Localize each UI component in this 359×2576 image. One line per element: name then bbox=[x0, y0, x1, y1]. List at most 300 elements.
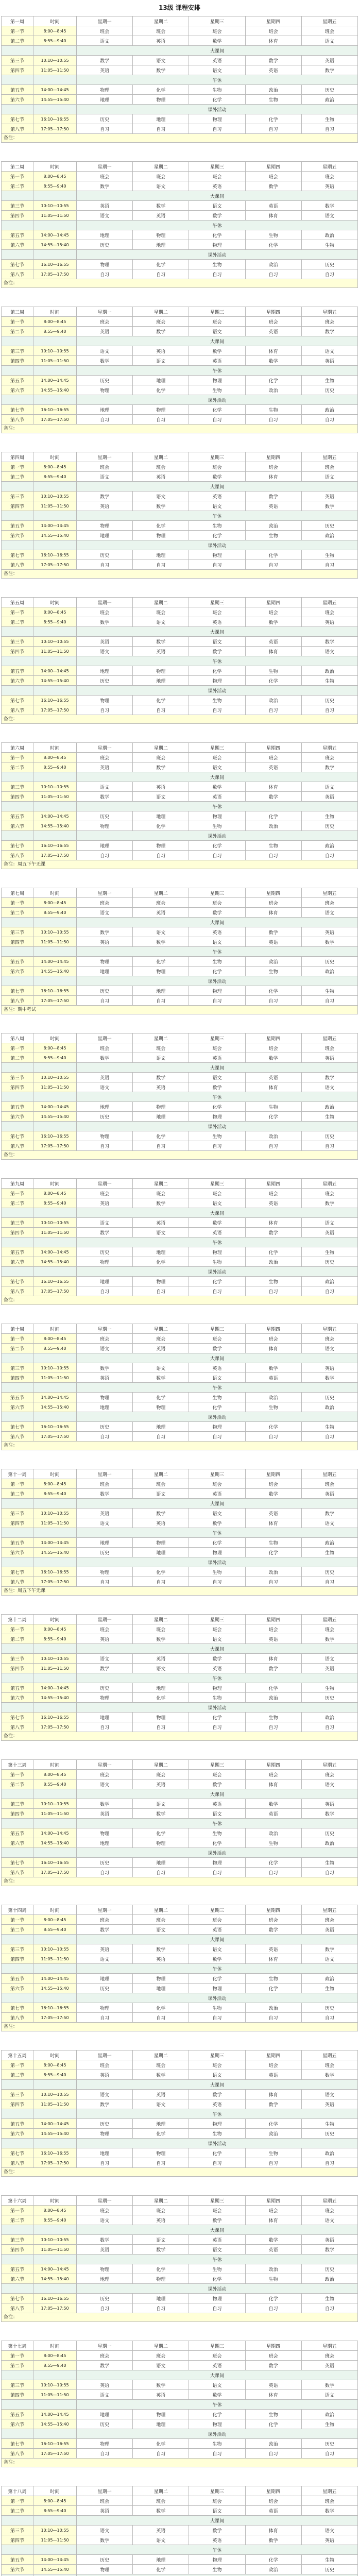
break-row bbox=[2, 1848, 358, 1858]
subject-cell: 英语 bbox=[301, 2099, 357, 2109]
subject-cell: 物理 bbox=[189, 114, 245, 124]
lesson-row bbox=[2, 26, 358, 36]
column-header: 时间 bbox=[33, 1033, 77, 1043]
subject-cell: 数学 bbox=[133, 1198, 189, 1208]
subject-cell: 地理 bbox=[77, 666, 133, 676]
subject-cell: 班会 bbox=[77, 1043, 133, 1053]
subject-cell: 自习 bbox=[133, 851, 189, 860]
period-label: 第五节 bbox=[2, 2264, 33, 2274]
subject-cell: 历史 bbox=[77, 986, 133, 996]
week-note: 备注： bbox=[1, 1442, 358, 1450]
lesson-row bbox=[2, 1838, 358, 1848]
column-header: 时间 bbox=[33, 743, 77, 753]
column-header: 星期五 bbox=[301, 888, 357, 898]
time-range: 17:05—17:50 bbox=[33, 1141, 77, 1151]
subject-cell: 班会 bbox=[133, 172, 189, 181]
subject-cell: 班会 bbox=[77, 1334, 133, 1344]
column-header: 星期一 bbox=[77, 1615, 133, 1624]
time-range: 14:00—14:45 bbox=[33, 666, 77, 676]
header-row bbox=[2, 888, 358, 898]
subject-cell: 生物 bbox=[245, 230, 301, 240]
subject-cell: 数学 bbox=[189, 2090, 245, 2099]
subject-cell: 班会 bbox=[133, 1189, 189, 1198]
subject-cell: 英语 bbox=[245, 2245, 301, 2255]
subject-cell: 数学 bbox=[133, 2506, 189, 2516]
subject-cell: 物理 bbox=[189, 1858, 245, 1868]
subject-cell: 自习 bbox=[77, 2013, 133, 2023]
subject-cell: 历史 bbox=[301, 2264, 357, 2274]
period-label: 第一节 bbox=[2, 1915, 33, 1925]
subject-cell: 化学 bbox=[133, 260, 189, 269]
time-range: 8:55—9:40 bbox=[33, 1344, 77, 1353]
subject-cell: 数学 bbox=[189, 647, 245, 656]
break-label: 大课间 bbox=[77, 482, 358, 492]
period-label: 第七节 bbox=[2, 260, 33, 269]
time-range: 10:10—10:55 bbox=[33, 346, 77, 356]
header-row bbox=[2, 1324, 358, 1334]
column-header: 星期三 bbox=[189, 1905, 245, 1915]
column-header: 星期三 bbox=[189, 1469, 245, 1479]
lesson-row bbox=[2, 676, 358, 686]
lesson-row bbox=[2, 1634, 358, 1644]
period-label: 第二节 bbox=[2, 1780, 33, 1789]
subject-cell: 班会 bbox=[245, 1915, 301, 1925]
subject-cell: 班会 bbox=[133, 1479, 189, 1489]
subject-cell: 数学 bbox=[189, 346, 245, 356]
column-header: 星期五 bbox=[301, 2486, 357, 2496]
subject-cell: 数学 bbox=[301, 937, 357, 947]
subject-cell: 数学 bbox=[133, 2245, 189, 2255]
subject-cell: 生物 bbox=[245, 1713, 301, 1722]
subject-cell: 自习 bbox=[301, 851, 357, 860]
break-spacer bbox=[33, 1208, 77, 1218]
subject-cell: 数学 bbox=[77, 1053, 133, 1063]
subject-cell: 班会 bbox=[77, 1479, 133, 1489]
period-label: 第七节 bbox=[2, 841, 33, 851]
period-label: 第六节 bbox=[2, 1112, 33, 1122]
subject-cell: 数学 bbox=[77, 2535, 133, 2545]
lesson-row bbox=[2, 986, 358, 996]
subject-cell: 英语 bbox=[301, 492, 357, 501]
column-header: 星期三 bbox=[189, 2486, 245, 2496]
break-spacer bbox=[33, 395, 77, 405]
break-spacer bbox=[2, 1673, 33, 1683]
week-note: 备注： bbox=[1, 2168, 358, 2177]
subject-cell: 英语 bbox=[245, 1373, 301, 1383]
column-header: 时间 bbox=[33, 888, 77, 898]
subject-cell: 数学 bbox=[133, 1509, 189, 1518]
subject-cell: 语文 bbox=[189, 201, 245, 211]
subject-cell: 英语 bbox=[301, 927, 357, 937]
column-header: 星期四 bbox=[245, 1760, 301, 1770]
lesson-row bbox=[2, 472, 358, 482]
break-spacer bbox=[33, 1993, 77, 2003]
lesson-row bbox=[2, 356, 358, 366]
subject-cell: 化学 bbox=[245, 2294, 301, 2303]
subject-cell: 班会 bbox=[77, 2060, 133, 2070]
subject-cell: 化学 bbox=[189, 531, 245, 540]
subject-cell: 历史 bbox=[77, 676, 133, 686]
subject-cell: 生物 bbox=[189, 2003, 245, 2013]
column-header: 时间 bbox=[33, 162, 77, 172]
period-label: 第五节 bbox=[2, 2119, 33, 2129]
week-block bbox=[1, 888, 358, 1014]
subject-cell: 生物 bbox=[245, 2410, 301, 2419]
lesson-row bbox=[2, 2535, 358, 2545]
break-label: 课外活动 bbox=[77, 1557, 358, 1567]
break-label: 大课间 bbox=[77, 1063, 358, 1073]
subject-cell: 地理 bbox=[77, 405, 133, 415]
lesson-row bbox=[2, 1334, 358, 1344]
time-range: 17:05—17:50 bbox=[33, 1286, 77, 1296]
lesson-row bbox=[2, 124, 358, 134]
subject-cell: 数学 bbox=[245, 1228, 301, 1238]
week-note: 备注： bbox=[1, 425, 358, 433]
subject-cell: 数学 bbox=[245, 56, 301, 65]
column-header: 星期二 bbox=[133, 16, 189, 26]
period-label: 第六节 bbox=[2, 1838, 33, 1848]
subject-cell: 生物 bbox=[245, 1277, 301, 1286]
subject-cell: 物理 bbox=[189, 1683, 245, 1693]
subject-cell: 自习 bbox=[133, 2303, 189, 2313]
subject-cell: 自习 bbox=[189, 415, 245, 425]
subject-cell: 数学 bbox=[77, 1925, 133, 1935]
subject-cell: 生物 bbox=[245, 967, 301, 976]
time-range: 14:55—15:40 bbox=[33, 95, 77, 105]
time-range: 8:55—9:40 bbox=[33, 908, 77, 918]
break-spacer bbox=[2, 1208, 33, 1218]
break-spacer bbox=[2, 250, 33, 260]
break-label: 午休 bbox=[77, 221, 358, 230]
break-spacer bbox=[33, 2284, 77, 2294]
break-spacer bbox=[33, 1412, 77, 1422]
subject-cell: 生物 bbox=[189, 260, 245, 269]
break-row bbox=[2, 1557, 358, 1567]
subject-cell: 政治 bbox=[245, 1828, 301, 1838]
time-range: 8:00—8:45 bbox=[33, 2060, 77, 2070]
period-label: 第三节 bbox=[2, 1509, 33, 1518]
week-number: 第三周 bbox=[2, 307, 33, 317]
header-row bbox=[2, 2486, 358, 2496]
break-row bbox=[2, 1412, 358, 1422]
lesson-row bbox=[2, 2303, 358, 2313]
time-range: 8:55—9:40 bbox=[33, 327, 77, 336]
column-header: 星期四 bbox=[245, 162, 301, 172]
time-range: 14:55—15:40 bbox=[33, 1402, 77, 1412]
subject-cell: 语文 bbox=[133, 2099, 189, 2109]
time-range: 14:00—14:45 bbox=[33, 1683, 77, 1693]
period-label: 第二节 bbox=[2, 1489, 33, 1499]
subject-cell: 班会 bbox=[189, 607, 245, 617]
subject-cell: 班会 bbox=[301, 1189, 357, 1198]
subject-cell: 生物 bbox=[301, 550, 357, 560]
subject-cell: 班会 bbox=[189, 1770, 245, 1780]
subject-cell: 历史 bbox=[77, 811, 133, 821]
period-label: 第一节 bbox=[2, 1334, 33, 1344]
column-header: 星期五 bbox=[301, 1033, 357, 1043]
subject-cell: 化学 bbox=[245, 1112, 301, 1122]
break-label: 午休 bbox=[77, 1528, 358, 1538]
subject-cell: 英语 bbox=[133, 2215, 189, 2225]
lesson-row bbox=[2, 1799, 358, 1809]
subject-cell: 化学 bbox=[133, 85, 189, 95]
column-header: 星期一 bbox=[77, 307, 133, 317]
subject-cell: 英语 bbox=[189, 617, 245, 627]
subject-cell: 英语 bbox=[133, 1344, 189, 1353]
break-label: 大课间 bbox=[77, 918, 358, 927]
lesson-row bbox=[2, 1218, 358, 1228]
subject-cell: 英语 bbox=[133, 1518, 189, 1528]
subject-cell: 自习 bbox=[189, 851, 245, 860]
lesson-row bbox=[2, 492, 358, 501]
period-label: 第八节 bbox=[2, 1432, 33, 1442]
break-spacer bbox=[2, 686, 33, 696]
subject-cell: 语文 bbox=[133, 2235, 189, 2245]
lesson-row bbox=[2, 2361, 358, 2370]
subject-cell: 自习 bbox=[301, 560, 357, 570]
time-range: 17:05—17:50 bbox=[33, 2158, 77, 2168]
subject-cell: 历史 bbox=[77, 1422, 133, 1432]
column-header: 时间 bbox=[33, 1760, 77, 1770]
week-note: 备注：周五下午无课 bbox=[1, 1587, 358, 1596]
break-row bbox=[2, 1353, 358, 1363]
subject-cell: 生物 bbox=[301, 1984, 357, 1993]
lesson-row bbox=[2, 2070, 358, 2080]
subject-cell: 物理 bbox=[133, 1974, 189, 1984]
period-label: 第一节 bbox=[2, 462, 33, 472]
break-spacer bbox=[33, 1267, 77, 1277]
break-spacer bbox=[33, 918, 77, 927]
column-header: 星期三 bbox=[189, 888, 245, 898]
subject-cell: 历史 bbox=[301, 521, 357, 531]
subject-cell: 英语 bbox=[77, 2506, 133, 2516]
time-range: 11:05—11:50 bbox=[33, 1082, 77, 1092]
column-header: 时间 bbox=[33, 307, 77, 317]
subject-cell: 英语 bbox=[77, 1509, 133, 1518]
period-label: 第二节 bbox=[2, 617, 33, 627]
time-range: 8:00—8:45 bbox=[33, 2206, 77, 2215]
subject-cell: 自习 bbox=[77, 851, 133, 860]
subject-cell: 班会 bbox=[133, 462, 189, 472]
subject-cell: 政治 bbox=[245, 1393, 301, 1402]
break-spacer bbox=[33, 2370, 77, 2380]
subject-cell: 英语 bbox=[133, 1082, 189, 1092]
lesson-row bbox=[2, 1944, 358, 1954]
subject-cell: 班会 bbox=[245, 26, 301, 36]
subject-cell: 英语 bbox=[301, 1053, 357, 1063]
subject-cell: 数学 bbox=[133, 201, 189, 211]
subject-cell: 历史 bbox=[301, 385, 357, 395]
subject-cell: 历史 bbox=[77, 1858, 133, 1868]
subject-cell: 数学 bbox=[245, 2361, 301, 2370]
column-header: 星期一 bbox=[77, 743, 133, 753]
lesson-row bbox=[2, 327, 358, 336]
subject-cell: 语文 bbox=[301, 1218, 357, 1228]
subject-cell: 自习 bbox=[245, 1432, 301, 1442]
subject-cell: 数学 bbox=[189, 472, 245, 482]
subject-cell: 政治 bbox=[301, 230, 357, 240]
subject-cell: 地理 bbox=[133, 1112, 189, 1122]
subject-cell: 物理 bbox=[77, 2565, 133, 2574]
week-table bbox=[1, 888, 358, 1006]
period-label: 第六节 bbox=[2, 2565, 33, 2574]
subject-cell: 自习 bbox=[133, 2449, 189, 2459]
subject-cell: 语文 bbox=[77, 1218, 133, 1228]
break-spacer bbox=[33, 976, 77, 986]
lesson-row bbox=[2, 1053, 358, 1063]
break-spacer bbox=[33, 1528, 77, 1538]
week-table bbox=[1, 1324, 358, 1442]
period-label: 第六节 bbox=[2, 821, 33, 831]
lesson-row bbox=[2, 181, 358, 191]
subject-cell: 班会 bbox=[189, 1043, 245, 1053]
column-header: 星期一 bbox=[77, 1324, 133, 1334]
subject-cell: 数学 bbox=[133, 762, 189, 772]
column-header: 星期一 bbox=[77, 162, 133, 172]
week-note: 备注： bbox=[1, 570, 358, 579]
period-label: 第一节 bbox=[2, 1043, 33, 1053]
subject-cell: 自习 bbox=[301, 2158, 357, 2168]
subject-cell: 政治 bbox=[301, 841, 357, 851]
subject-cell: 生物 bbox=[189, 696, 245, 705]
break-row bbox=[2, 511, 358, 521]
subject-cell: 体育 bbox=[245, 1954, 301, 1964]
subject-cell: 语文 bbox=[189, 501, 245, 511]
subject-cell: 生物 bbox=[301, 240, 357, 250]
subject-cell: 历史 bbox=[301, 1257, 357, 1267]
break-spacer bbox=[2, 1412, 33, 1422]
subject-cell: 数学 bbox=[301, 1809, 357, 1819]
subject-cell: 生物 bbox=[189, 2439, 245, 2449]
break-spacer bbox=[2, 2284, 33, 2294]
lesson-row bbox=[2, 1247, 358, 1257]
time-range: 8:55—9:40 bbox=[33, 36, 77, 46]
subject-cell: 英语 bbox=[245, 2506, 301, 2516]
subject-cell: 班会 bbox=[301, 172, 357, 181]
subject-cell: 体育 bbox=[245, 908, 301, 918]
period-label: 第三节 bbox=[2, 927, 33, 937]
subject-cell: 班会 bbox=[245, 2351, 301, 2361]
break-label: 午休 bbox=[77, 1238, 358, 1247]
time-range: 8:00—8:45 bbox=[33, 2496, 77, 2506]
subject-cell: 自习 bbox=[77, 2303, 133, 2313]
subject-cell: 自习 bbox=[245, 705, 301, 715]
subject-cell: 英语 bbox=[77, 501, 133, 511]
break-spacer bbox=[33, 1789, 77, 1799]
subject-cell: 数学 bbox=[245, 1799, 301, 1809]
column-header: 时间 bbox=[33, 452, 77, 462]
break-spacer bbox=[2, 1964, 33, 1974]
subject-cell: 体育 bbox=[245, 36, 301, 46]
subject-cell: 自习 bbox=[133, 1868, 189, 1877]
subject-cell: 自习 bbox=[77, 269, 133, 279]
subject-cell: 英语 bbox=[189, 1799, 245, 1809]
period-label: 第二节 bbox=[2, 1198, 33, 1208]
lesson-row bbox=[2, 2449, 358, 2459]
subject-cell: 语文 bbox=[189, 937, 245, 947]
subject-cell: 班会 bbox=[245, 317, 301, 327]
header-row bbox=[2, 2050, 358, 2060]
period-label: 第五节 bbox=[2, 1393, 33, 1402]
break-label: 课外活动 bbox=[77, 250, 358, 260]
subject-cell: 物理 bbox=[133, 405, 189, 415]
subject-cell: 政治 bbox=[301, 1402, 357, 1412]
subject-cell: 物理 bbox=[189, 2419, 245, 2429]
subject-cell: 班会 bbox=[245, 172, 301, 181]
subject-cell: 物理 bbox=[133, 230, 189, 240]
subject-cell: 生物 bbox=[189, 1393, 245, 1402]
column-header: 星期一 bbox=[77, 598, 133, 607]
break-row bbox=[2, 2429, 358, 2439]
break-row bbox=[2, 1092, 358, 1102]
lesson-row bbox=[2, 2390, 358, 2400]
column-header: 星期四 bbox=[245, 888, 301, 898]
week-note: 备注： bbox=[1, 2459, 358, 2467]
subject-cell: 地理 bbox=[133, 986, 189, 996]
subject-cell: 化学 bbox=[245, 1422, 301, 1432]
subject-cell: 自习 bbox=[77, 1577, 133, 1587]
subject-cell: 政治 bbox=[245, 2264, 301, 2274]
subject-cell: 自习 bbox=[77, 1868, 133, 1877]
column-header: 星期二 bbox=[133, 1905, 189, 1915]
break-label: 大课间 bbox=[77, 2370, 358, 2380]
subject-cell: 地理 bbox=[77, 95, 133, 105]
subject-cell: 班会 bbox=[189, 1334, 245, 1344]
break-spacer bbox=[2, 772, 33, 782]
subject-cell: 英语 bbox=[133, 1654, 189, 1664]
subject-cell: 语文 bbox=[133, 1363, 189, 1373]
period-label: 第三节 bbox=[2, 492, 33, 501]
break-row bbox=[2, 686, 358, 696]
lesson-row bbox=[2, 666, 358, 676]
break-spacer bbox=[33, 686, 77, 696]
time-range: 14:55—15:40 bbox=[33, 1548, 77, 1557]
week-table bbox=[1, 2486, 358, 2576]
break-label: 午休 bbox=[77, 2400, 358, 2410]
break-label: 课外活动 bbox=[77, 976, 358, 986]
time-range: 11:05—11:50 bbox=[33, 501, 77, 511]
subject-cell: 英语 bbox=[301, 1664, 357, 1673]
subject-cell: 地理 bbox=[133, 1422, 189, 1432]
break-row bbox=[2, 1964, 358, 1974]
subject-cell: 英语 bbox=[189, 1664, 245, 1673]
break-row bbox=[2, 656, 358, 666]
week-block bbox=[1, 597, 358, 724]
subject-cell: 数学 bbox=[189, 1218, 245, 1228]
lesson-row bbox=[2, 762, 358, 772]
time-range: 14:55—15:40 bbox=[33, 1112, 77, 1122]
week-table bbox=[1, 1469, 358, 1587]
subject-cell: 生物 bbox=[245, 2148, 301, 2158]
subject-cell: 自习 bbox=[189, 2158, 245, 2168]
subject-cell: 班会 bbox=[77, 1770, 133, 1780]
break-spacer bbox=[33, 1092, 77, 1102]
subject-cell: 化学 bbox=[245, 1247, 301, 1257]
subject-cell: 英语 bbox=[245, 1198, 301, 1208]
subject-cell: 班会 bbox=[245, 1770, 301, 1780]
subject-cell: 生物 bbox=[189, 957, 245, 967]
break-spacer bbox=[2, 336, 33, 346]
subject-cell: 语文 bbox=[77, 1954, 133, 1964]
subject-cell: 班会 bbox=[301, 2060, 357, 2070]
subject-cell: 数学 bbox=[301, 327, 357, 336]
subject-cell: 班会 bbox=[245, 898, 301, 908]
break-label: 课外活动 bbox=[77, 540, 358, 550]
column-header: 星期四 bbox=[245, 1179, 301, 1189]
lesson-row bbox=[2, 821, 358, 831]
subject-cell: 语文 bbox=[301, 2090, 357, 2099]
subject-cell: 化学 bbox=[133, 2003, 189, 2013]
